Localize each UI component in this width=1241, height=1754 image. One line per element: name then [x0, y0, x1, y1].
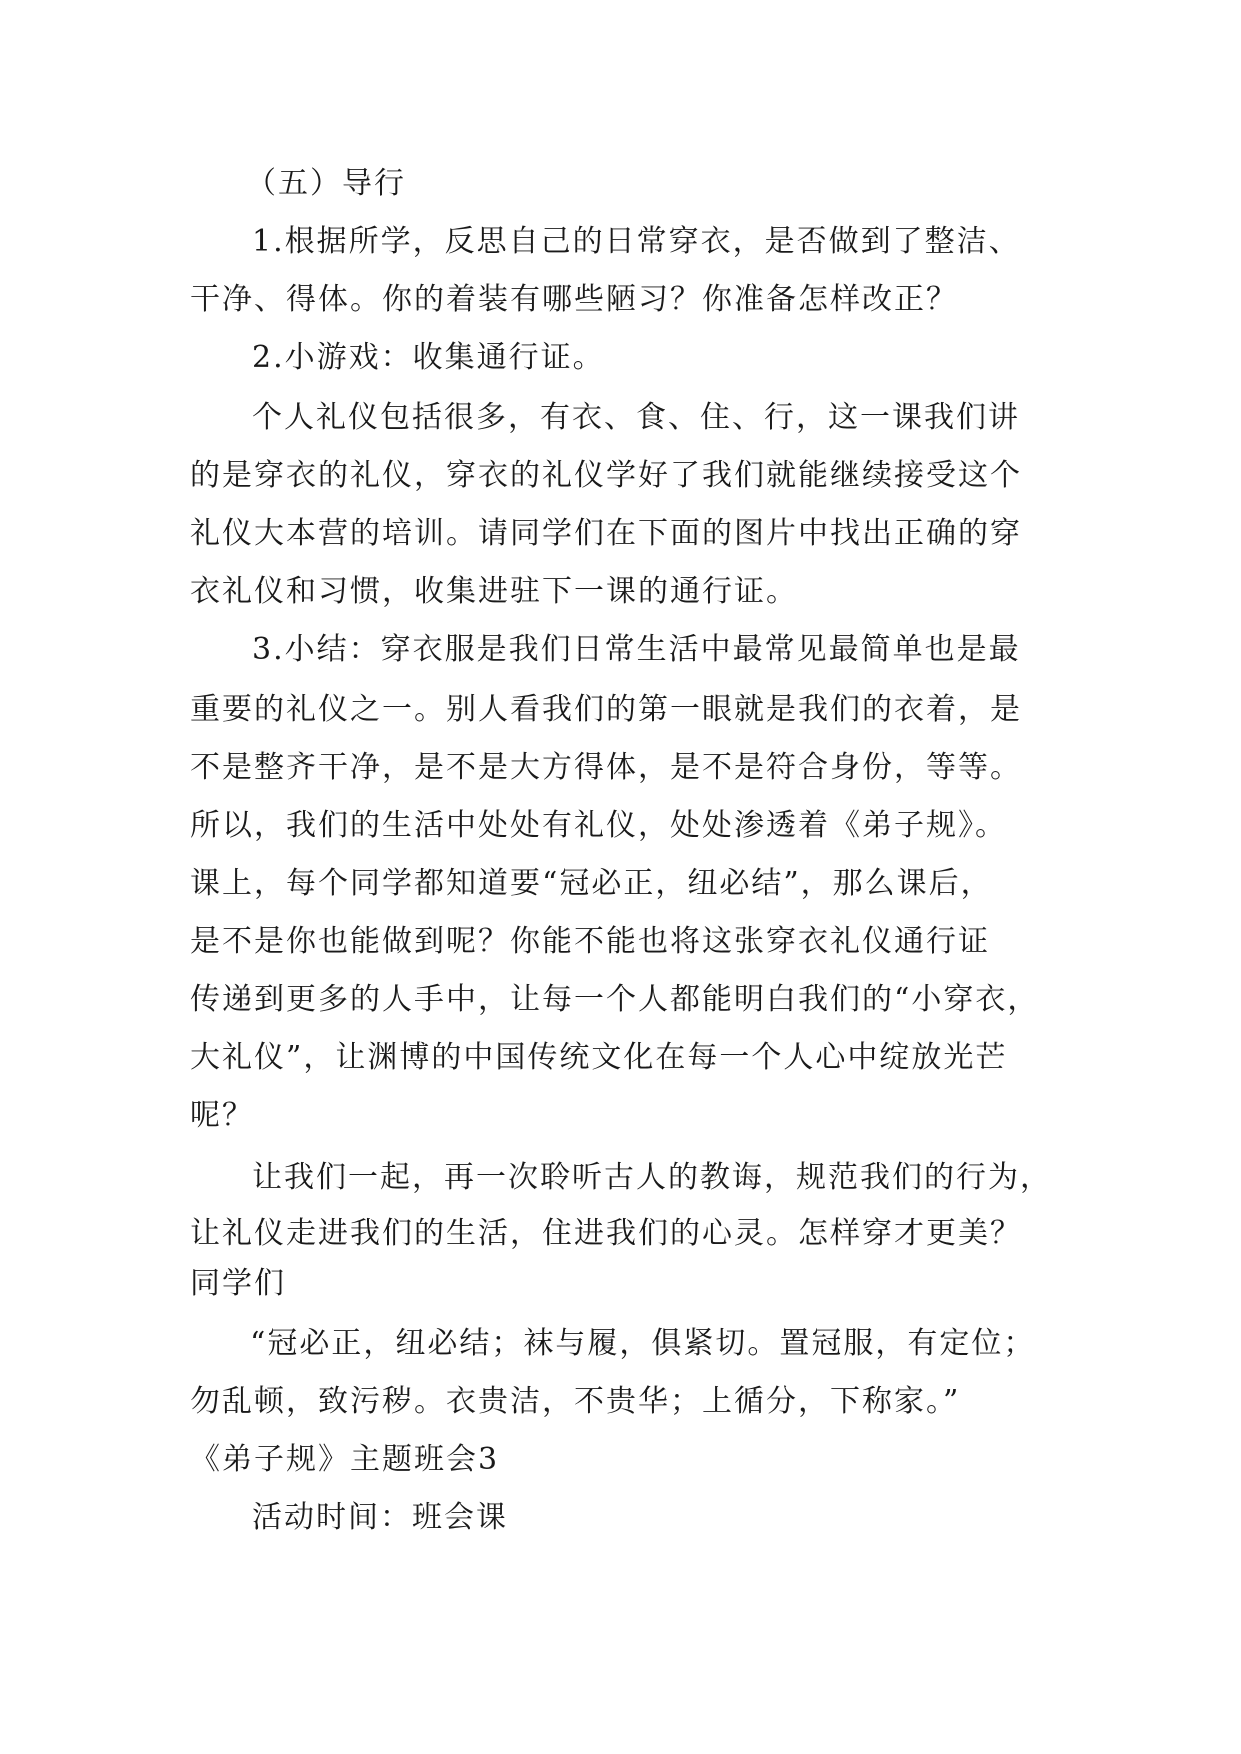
paragraph-line: 让礼仪走进我们的生活，住进我们的心灵。怎样穿才更美？ — [190, 1216, 1022, 1251]
paragraph-line: 2.小游戏：收集通行证。 — [252, 340, 605, 375]
paragraph-line: 课上，每个同学都知道要“冠必正，纽必结”，那么课后， — [190, 866, 993, 901]
paragraph-line: 干净、得体。你的着装有哪些陋习？你准备怎样改正？ — [190, 282, 958, 317]
paragraph-line: 大礼仪”，让渊博的中国传统文化在每一个人心中绽放光芒 — [190, 1040, 1008, 1075]
paragraph-line: 礼仪大本营的培训。请同学们在下面的图片中找出正确的穿 — [190, 516, 1022, 551]
paragraph-line: 活动时间：班会课 — [252, 1500, 508, 1535]
paragraph-line: 呢？ — [190, 1098, 254, 1133]
section-title: 《弟子规》主题班会3 — [190, 1442, 500, 1477]
paragraph-line: 1.根据所学，反思自己的日常穿衣，是否做到了整洁、 — [252, 224, 1021, 259]
paragraph-line: 传递到更多的人手中，让每一个人都能明白我们的“小穿衣， — [190, 982, 1040, 1017]
quote-line: “冠必正，纽必结；袜与履，俱紧切。置冠服，有定位； — [250, 1326, 1036, 1361]
paragraph-line: 个人礼仪包括很多，有衣、食、住、行，这一课我们讲 — [252, 400, 1020, 435]
paragraph-line: 是不是你也能做到呢？你能不能也将这张穿衣礼仪通行证 — [190, 924, 990, 959]
section-heading: （五）导行 — [246, 166, 406, 201]
quote-line: 勿乱顿，致污秽。衣贵洁，不贵华；上循分，下称家。” — [190, 1384, 961, 1419]
paragraph-line: 衣礼仪和习惯，收集进驻下一课的通行证。 — [190, 574, 798, 609]
paragraph-line: 不是整齐干净，是不是大方得体，是不是符合身份，等等。 — [190, 750, 1022, 785]
paragraph-line: 的是穿衣的礼仪，穿衣的礼仪学好了我们就能继续接受这个 — [190, 458, 1022, 493]
paragraph-line: 让我们一起，再一次聆听古人的教诲，规范我们的行为， — [252, 1160, 1052, 1195]
paragraph-line: 重要的礼仪之一。别人看我们的第一眼就是我们的衣着，是 — [190, 692, 1022, 727]
paragraph-line: 3.小结：穿衣服是我们日常生活中最常见最简单也是最 — [252, 632, 1021, 667]
paragraph-line: 同学们 — [190, 1266, 286, 1301]
paragraph-line: 所以，我们的生活中处处有礼仪，处处渗透着《弟子规》。 — [190, 808, 1007, 843]
